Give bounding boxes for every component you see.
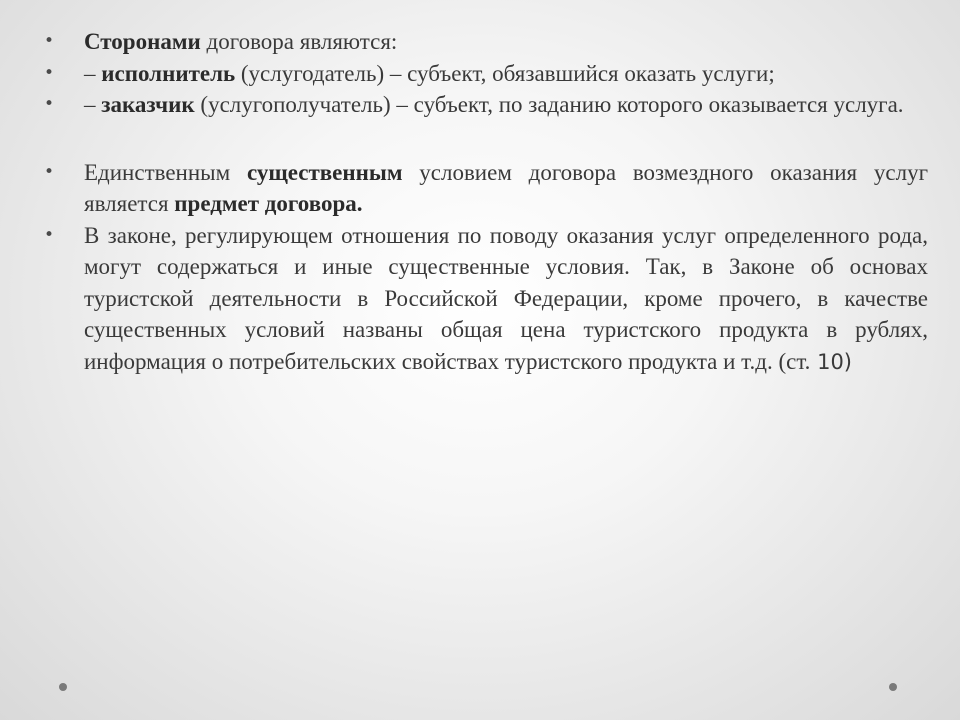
bullet-dot: • bbox=[44, 94, 55, 114]
bullet-item-executor bbox=[44, 58, 928, 90]
bullet-prefix: Единственным bbox=[84, 159, 247, 185]
bullet-text: условием договора возмездного оказания услуг является bbox=[84, 159, 928, 216]
bullet-bold-text-2: предмет договора. bbox=[174, 191, 363, 216]
bullet-item-law bbox=[44, 220, 928, 379]
bullet-dot: • bbox=[44, 161, 55, 182]
bullet-text: (услугополучатель) – субъект, по заданию которого оказывается услуга. bbox=[194, 92, 904, 117]
bullet-bold-text: заказчик bbox=[101, 92, 195, 117]
bullet-bold-text: исполнитель bbox=[101, 60, 236, 86]
bullet-text: (услугодатель) – субъект, обязавшийся оказать услуги; bbox=[235, 60, 775, 86]
bullet-item-essential-condition bbox=[44, 157, 928, 220]
bullet-text: договора являются: bbox=[200, 29, 398, 54]
bullet-dot: • bbox=[44, 62, 55, 83]
corner-dot-right bbox=[889, 683, 897, 691]
bullet-dot: • bbox=[44, 224, 55, 245]
bullet-prefix: – bbox=[84, 92, 102, 117]
corner-dot-left bbox=[59, 683, 67, 691]
bullet-list bbox=[44, 26, 928, 378]
bullet-dot: • bbox=[44, 31, 55, 51]
bullet-bold-text: Сторонами bbox=[84, 29, 201, 54]
bullet-bold-text: существенным bbox=[246, 159, 403, 185]
bullet-item-parties bbox=[44, 26, 928, 58]
bullet-item-customer bbox=[44, 89, 928, 121]
article-number: 10) bbox=[810, 349, 852, 374]
bullet-prefix: – bbox=[84, 60, 102, 86]
bullet-text: В законе, регулирующем отношения по поводу оказания услуг определенного рода, могут содержаться и иные существенные условия. Так, в Законе об основах туристской деятельности в Российской Федерации, кроме прочего, в качестве существенных условий названы общая цена туристского продукта в рублях, информация о потребительских свойствах туристского продукта и т.д. (ст. bbox=[84, 222, 928, 374]
